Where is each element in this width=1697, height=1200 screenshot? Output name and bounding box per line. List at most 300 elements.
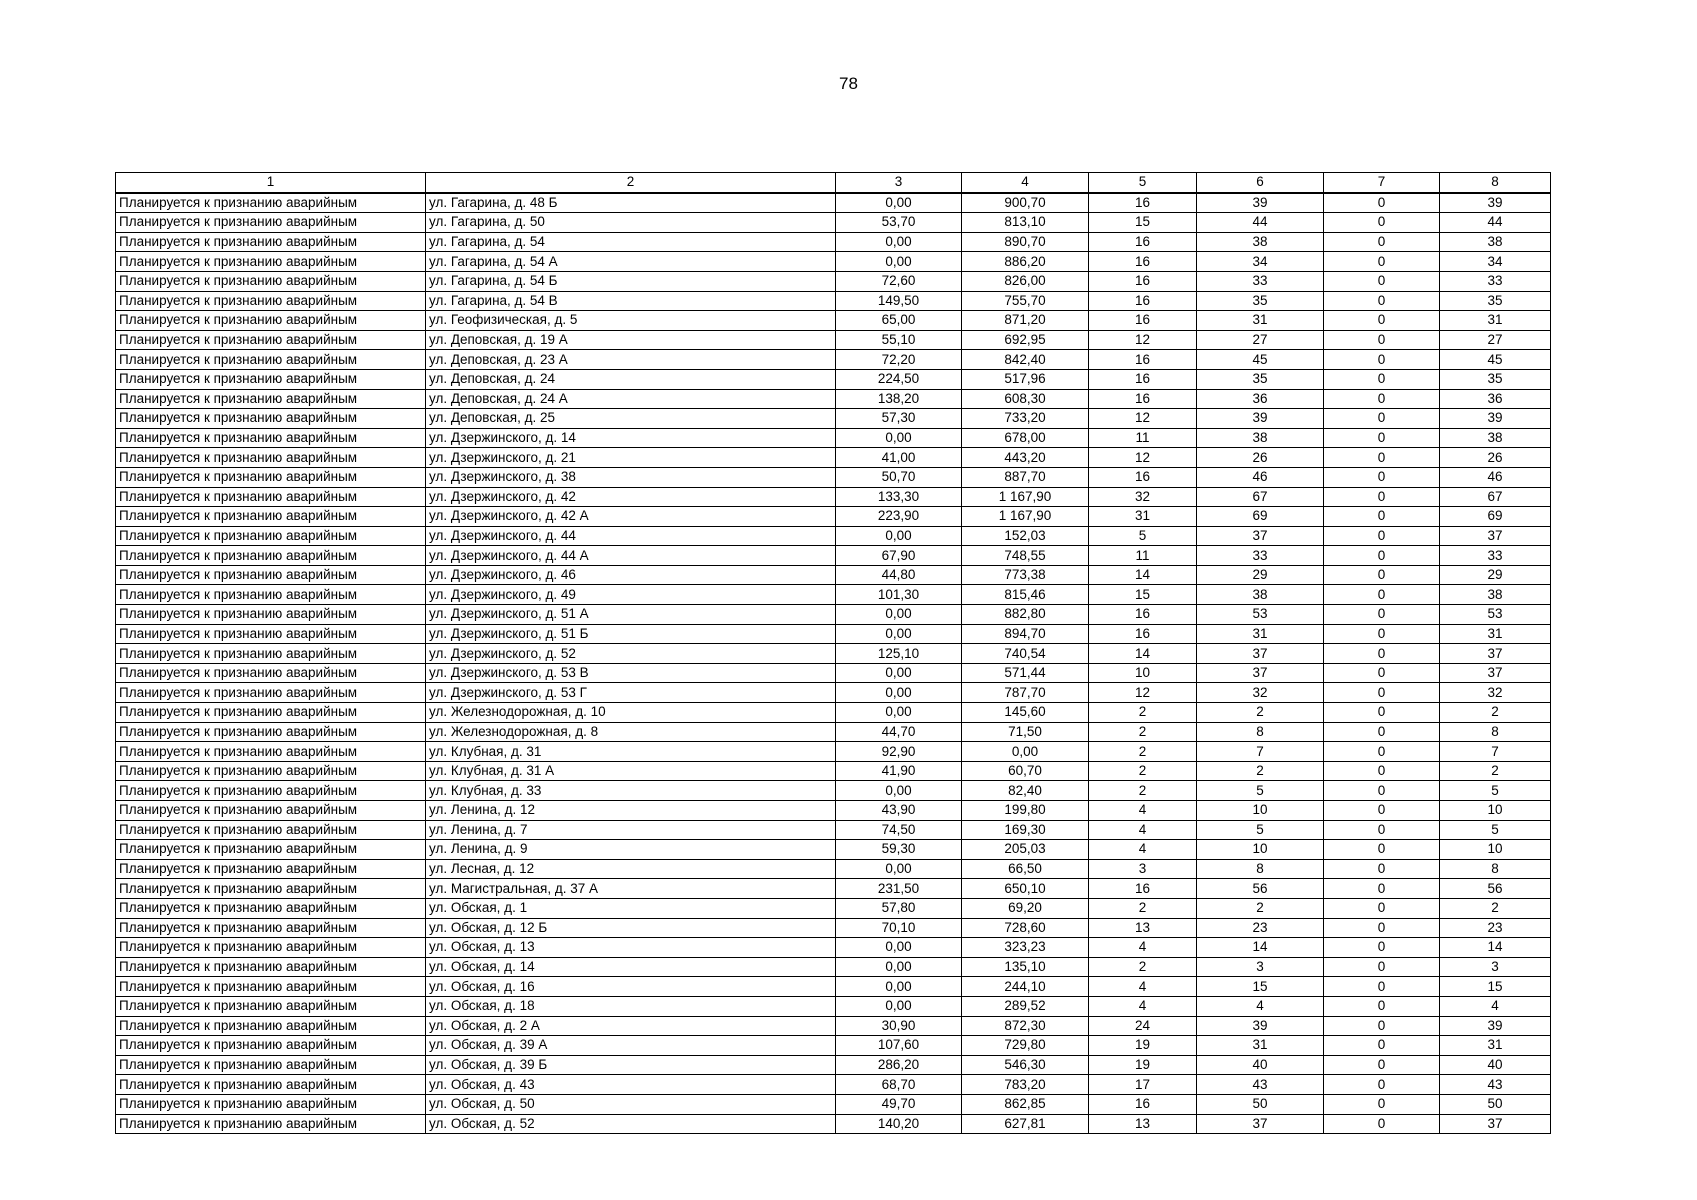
value-cell: 0 xyxy=(1324,252,1440,272)
status-cell: Планируется к признанию аварийным xyxy=(116,722,426,742)
address-cell: ул. Дзержинского, д. 51 Б xyxy=(426,624,836,644)
value-cell: 0 xyxy=(1324,761,1440,781)
value-cell: 0 xyxy=(1324,1036,1440,1056)
value-cell: 0 xyxy=(1324,663,1440,683)
value-cell: 0 xyxy=(1324,1075,1440,1095)
value-cell: 16 xyxy=(1089,311,1197,331)
value-cell: 650,10 xyxy=(962,879,1089,899)
value-cell: 5 xyxy=(1197,820,1324,840)
table-row xyxy=(116,918,1551,938)
value-cell: 4 xyxy=(1089,820,1197,840)
value-cell: 169,30 xyxy=(962,820,1089,840)
value-cell: 0 xyxy=(1324,1055,1440,1075)
value-cell: 16 xyxy=(1089,291,1197,311)
value-cell: 7 xyxy=(1197,742,1324,762)
address-cell: ул. Дзержинского, д. 38 xyxy=(426,467,836,487)
value-cell: 135,10 xyxy=(962,957,1089,977)
value-cell: 4 xyxy=(1197,996,1324,1016)
value-cell: 45 xyxy=(1197,350,1324,370)
value-cell: 39 xyxy=(1440,409,1551,429)
value-cell: 101,30 xyxy=(836,585,962,605)
table-row xyxy=(116,389,1551,409)
value-cell: 37 xyxy=(1440,1114,1551,1134)
value-cell: 0,00 xyxy=(836,996,962,1016)
address-cell: ул. Ленина, д. 7 xyxy=(426,820,836,840)
value-cell: 50,70 xyxy=(836,467,962,487)
value-cell: 871,20 xyxy=(962,311,1089,331)
value-cell: 12 xyxy=(1089,409,1197,429)
value-cell: 0 xyxy=(1324,781,1440,801)
table-row xyxy=(116,898,1551,918)
status-cell: Планируется к признанию аварийным xyxy=(116,1036,426,1056)
address-cell: ул. Обская, д. 39 Б xyxy=(426,1055,836,1075)
column-header: 7 xyxy=(1324,173,1440,193)
value-cell: 41,00 xyxy=(836,448,962,468)
status-cell: Планируется к признанию аварийным xyxy=(116,801,426,821)
value-cell: 37 xyxy=(1440,526,1551,546)
value-cell: 0 xyxy=(1324,585,1440,605)
table-row xyxy=(116,840,1551,860)
value-cell: 14 xyxy=(1197,938,1324,958)
value-cell: 0 xyxy=(1324,311,1440,331)
value-cell: 0,00 xyxy=(962,742,1089,762)
value-cell: 900,70 xyxy=(962,193,1089,213)
value-cell: 517,96 xyxy=(962,369,1089,389)
value-cell: 31 xyxy=(1440,624,1551,644)
value-cell: 40 xyxy=(1440,1055,1551,1075)
value-cell: 0 xyxy=(1324,271,1440,291)
address-cell: ул. Обская, д. 39 А xyxy=(426,1036,836,1056)
table-row xyxy=(116,605,1551,625)
value-cell: 56 xyxy=(1440,879,1551,899)
address-cell: ул. Обская, д. 1 xyxy=(426,898,836,918)
value-cell: 0 xyxy=(1324,938,1440,958)
value-cell: 11 xyxy=(1089,546,1197,566)
value-cell: 0 xyxy=(1324,918,1440,938)
address-cell: ул. Гагарина, д. 54 А xyxy=(426,252,836,272)
value-cell: 72,20 xyxy=(836,350,962,370)
value-cell: 0,00 xyxy=(836,526,962,546)
status-cell: Планируется к признанию аварийным xyxy=(116,487,426,507)
table-row xyxy=(116,585,1551,605)
status-cell: Планируется к признанию аварийным xyxy=(116,389,426,409)
value-cell: 33 xyxy=(1197,271,1324,291)
table-row xyxy=(116,683,1551,703)
value-cell: 0 xyxy=(1324,879,1440,899)
value-cell: 46 xyxy=(1197,467,1324,487)
address-cell: ул. Дзержинского, д. 46 xyxy=(426,565,836,585)
value-cell: 0 xyxy=(1324,330,1440,350)
value-cell: 44 xyxy=(1197,213,1324,233)
address-cell: ул. Деповская, д. 24 А xyxy=(426,389,836,409)
address-cell: ул. Обская, д. 2 А xyxy=(426,1016,836,1036)
value-cell: 72,60 xyxy=(836,271,962,291)
address-cell: ул. Обская, д. 43 xyxy=(426,1075,836,1095)
address-cell: ул. Гагарина, д. 48 Б xyxy=(426,193,836,213)
address-cell: ул. Магистральная, д. 37 А xyxy=(426,879,836,899)
value-cell: 56 xyxy=(1197,879,1324,899)
value-cell: 787,70 xyxy=(962,683,1089,703)
value-cell: 728,60 xyxy=(962,918,1089,938)
value-cell: 0 xyxy=(1324,1094,1440,1114)
status-cell: Планируется к признанию аварийным xyxy=(116,605,426,625)
value-cell: 2 xyxy=(1089,742,1197,762)
address-cell: ул. Деповская, д. 24 xyxy=(426,369,836,389)
value-cell: 8 xyxy=(1440,722,1551,742)
address-cell: ул. Гагарина, д. 50 xyxy=(426,213,836,233)
status-cell: Планируется к признанию аварийным xyxy=(116,859,426,879)
value-cell: 33 xyxy=(1197,546,1324,566)
status-cell: Планируется к признанию аварийным xyxy=(116,428,426,448)
value-cell: 31 xyxy=(1197,311,1324,331)
address-cell: ул. Обская, д. 13 xyxy=(426,938,836,958)
value-cell: 37 xyxy=(1197,663,1324,683)
value-cell: 0 xyxy=(1324,232,1440,252)
value-cell: 26 xyxy=(1440,448,1551,468)
value-cell: 10 xyxy=(1197,840,1324,860)
value-cell: 69,20 xyxy=(962,898,1089,918)
table-row xyxy=(116,722,1551,742)
status-cell: Планируется к признанию аварийным xyxy=(116,1016,426,1036)
value-cell: 39 xyxy=(1197,193,1324,213)
value-cell: 38 xyxy=(1440,428,1551,448)
status-cell: Планируется к признанию аварийным xyxy=(116,467,426,487)
value-cell: 125,10 xyxy=(836,644,962,664)
status-cell: Планируется к признанию аварийным xyxy=(116,624,426,644)
value-cell: 8 xyxy=(1197,859,1324,879)
value-cell: 17 xyxy=(1089,1075,1197,1095)
value-cell: 0,00 xyxy=(836,428,962,448)
value-cell: 27 xyxy=(1440,330,1551,350)
table-row xyxy=(116,213,1551,233)
table-row xyxy=(116,330,1551,350)
value-cell: 12 xyxy=(1089,330,1197,350)
value-cell: 10 xyxy=(1089,663,1197,683)
value-cell: 38 xyxy=(1440,232,1551,252)
table-row xyxy=(116,977,1551,997)
address-cell: ул. Гагарина, д. 54 В xyxy=(426,291,836,311)
value-cell: 0 xyxy=(1324,389,1440,409)
value-cell: 11 xyxy=(1089,428,1197,448)
value-cell: 205,03 xyxy=(962,840,1089,860)
value-cell: 4 xyxy=(1089,996,1197,1016)
value-cell: 3 xyxy=(1197,957,1324,977)
status-cell: Планируется к признанию аварийным xyxy=(116,291,426,311)
value-cell: 0 xyxy=(1324,605,1440,625)
address-cell: ул. Ленина, д. 9 xyxy=(426,840,836,860)
value-cell: 733,20 xyxy=(962,409,1089,429)
value-cell: 0 xyxy=(1324,703,1440,723)
status-cell: Планируется к признанию аварийным xyxy=(116,683,426,703)
address-cell: ул. Клубная, д. 31 xyxy=(426,742,836,762)
address-cell: ул. Обская, д. 52 xyxy=(426,1114,836,1134)
value-cell: 692,95 xyxy=(962,330,1089,350)
value-cell: 755,70 xyxy=(962,291,1089,311)
status-cell: Планируется к признанию аварийным xyxy=(116,918,426,938)
table-row xyxy=(116,957,1551,977)
status-cell: Планируется к признанию аварийным xyxy=(116,311,426,331)
value-cell: 16 xyxy=(1089,350,1197,370)
value-cell: 886,20 xyxy=(962,252,1089,272)
value-cell: 32 xyxy=(1089,487,1197,507)
value-cell: 31 xyxy=(1089,507,1197,527)
table-row xyxy=(116,742,1551,762)
value-cell: 19 xyxy=(1089,1036,1197,1056)
table-row xyxy=(116,193,1551,213)
value-cell: 0 xyxy=(1324,428,1440,448)
value-cell: 0 xyxy=(1324,448,1440,468)
value-cell: 16 xyxy=(1089,879,1197,899)
value-cell: 67 xyxy=(1197,487,1324,507)
value-cell: 32 xyxy=(1440,683,1551,703)
value-cell: 39 xyxy=(1440,193,1551,213)
value-cell: 0 xyxy=(1324,507,1440,527)
address-cell: ул. Гагарина, д. 54 Б xyxy=(426,271,836,291)
value-cell: 35 xyxy=(1440,291,1551,311)
status-cell: Планируется к признанию аварийным xyxy=(116,369,426,389)
value-cell: 145,60 xyxy=(962,703,1089,723)
value-cell: 826,00 xyxy=(962,271,1089,291)
value-cell: 231,50 xyxy=(836,879,962,899)
table-row xyxy=(116,1036,1551,1056)
address-cell: ул. Обская, д. 18 xyxy=(426,996,836,1016)
value-cell: 3 xyxy=(1089,859,1197,879)
value-cell: 0,00 xyxy=(836,938,962,958)
status-cell: Планируется к признанию аварийным xyxy=(116,1075,426,1095)
value-cell: 33 xyxy=(1440,271,1551,291)
value-cell: 43,90 xyxy=(836,801,962,821)
value-cell: 15 xyxy=(1197,977,1324,997)
housing-table xyxy=(115,172,1551,1134)
value-cell: 23 xyxy=(1197,918,1324,938)
value-cell: 0,00 xyxy=(836,193,962,213)
value-cell: 29 xyxy=(1197,565,1324,585)
table-row xyxy=(116,448,1551,468)
value-cell: 1 167,90 xyxy=(962,487,1089,507)
value-cell: 887,70 xyxy=(962,467,1089,487)
value-cell: 45 xyxy=(1440,350,1551,370)
table-row xyxy=(116,252,1551,272)
column-header: 2 xyxy=(426,173,836,193)
column-header: 5 xyxy=(1089,173,1197,193)
value-cell: 70,10 xyxy=(836,918,962,938)
value-cell: 0,00 xyxy=(836,703,962,723)
value-cell: 8 xyxy=(1197,722,1324,742)
status-cell: Планируется к признанию аварийным xyxy=(116,213,426,233)
table-row xyxy=(116,232,1551,252)
value-cell: 14 xyxy=(1089,644,1197,664)
value-cell: 10 xyxy=(1197,801,1324,821)
table-row xyxy=(116,350,1551,370)
address-cell: ул. Железнодорожная, д. 10 xyxy=(426,703,836,723)
status-cell: Планируется к признанию аварийным xyxy=(116,938,426,958)
value-cell: 53,70 xyxy=(836,213,962,233)
table-row xyxy=(116,311,1551,331)
value-cell: 4 xyxy=(1089,801,1197,821)
value-cell: 2 xyxy=(1089,703,1197,723)
value-cell: 0,00 xyxy=(836,624,962,644)
value-cell: 138,20 xyxy=(836,389,962,409)
status-cell: Планируется к признанию аварийным xyxy=(116,1114,426,1134)
value-cell: 740,54 xyxy=(962,644,1089,664)
value-cell: 13 xyxy=(1089,918,1197,938)
table-row xyxy=(116,761,1551,781)
status-cell: Планируется к признанию аварийным xyxy=(116,820,426,840)
value-cell: 0 xyxy=(1324,820,1440,840)
table-row xyxy=(116,369,1551,389)
value-cell: 16 xyxy=(1089,605,1197,625)
value-cell: 748,55 xyxy=(962,546,1089,566)
value-cell: 67 xyxy=(1440,487,1551,507)
value-cell: 50 xyxy=(1440,1094,1551,1114)
status-cell: Планируется к признанию аварийным xyxy=(116,252,426,272)
value-cell: 32 xyxy=(1197,683,1324,703)
table-row xyxy=(116,428,1551,448)
value-cell: 13 xyxy=(1089,1114,1197,1134)
value-cell: 443,20 xyxy=(962,448,1089,468)
page-number: 78 xyxy=(839,74,858,93)
column-header: 1 xyxy=(116,173,426,193)
value-cell: 74,50 xyxy=(836,820,962,840)
value-cell: 16 xyxy=(1089,389,1197,409)
table-row xyxy=(116,624,1551,644)
value-cell: 10 xyxy=(1440,840,1551,860)
value-cell: 57,80 xyxy=(836,898,962,918)
value-cell: 55,10 xyxy=(836,330,962,350)
value-cell: 38 xyxy=(1197,585,1324,605)
status-cell: Планируется к признанию аварийным xyxy=(116,742,426,762)
value-cell: 43 xyxy=(1440,1075,1551,1095)
value-cell: 0 xyxy=(1324,840,1440,860)
value-cell: 31 xyxy=(1440,1036,1551,1056)
value-cell: 289,52 xyxy=(962,996,1089,1016)
value-cell: 16 xyxy=(1089,232,1197,252)
value-cell: 2 xyxy=(1089,722,1197,742)
address-cell: ул. Дзержинского, д. 49 xyxy=(426,585,836,605)
value-cell: 773,38 xyxy=(962,565,1089,585)
value-cell: 2 xyxy=(1089,781,1197,801)
value-cell: 133,30 xyxy=(836,487,962,507)
address-cell: ул. Ленина, д. 12 xyxy=(426,801,836,821)
address-cell: ул. Обская, д. 14 xyxy=(426,957,836,977)
value-cell: 10 xyxy=(1440,801,1551,821)
value-cell: 53 xyxy=(1440,605,1551,625)
value-cell: 35 xyxy=(1197,291,1324,311)
status-cell: Планируется к признанию аварийным xyxy=(116,840,426,860)
table-row xyxy=(116,781,1551,801)
value-cell: 627,81 xyxy=(962,1114,1089,1134)
table-row xyxy=(116,507,1551,527)
value-cell: 43 xyxy=(1197,1075,1324,1095)
value-cell: 14 xyxy=(1440,938,1551,958)
value-cell: 2 xyxy=(1197,898,1324,918)
address-cell: ул. Дзержинского, д. 53 В xyxy=(426,663,836,683)
table-body xyxy=(116,193,1551,1134)
value-cell: 2 xyxy=(1089,898,1197,918)
table-row xyxy=(116,859,1551,879)
value-cell: 16 xyxy=(1089,467,1197,487)
value-cell: 35 xyxy=(1440,369,1551,389)
value-cell: 0 xyxy=(1324,1114,1440,1134)
value-cell: 4 xyxy=(1089,840,1197,860)
value-cell: 15 xyxy=(1089,585,1197,605)
value-cell: 0 xyxy=(1324,644,1440,664)
address-cell: ул. Дзержинского, д. 51 А xyxy=(426,605,836,625)
value-cell: 5 xyxy=(1440,781,1551,801)
value-cell: 3 xyxy=(1440,957,1551,977)
value-cell: 0 xyxy=(1324,487,1440,507)
value-cell: 38 xyxy=(1197,232,1324,252)
column-header: 8 xyxy=(1440,173,1551,193)
status-cell: Планируется к признанию аварийным xyxy=(116,507,426,527)
value-cell: 894,70 xyxy=(962,624,1089,644)
value-cell: 37 xyxy=(1440,644,1551,664)
address-cell: ул. Дзержинского, д. 42 xyxy=(426,487,836,507)
status-cell: Планируется к признанию аварийным xyxy=(116,761,426,781)
value-cell: 49,70 xyxy=(836,1094,962,1114)
value-cell: 0,00 xyxy=(836,977,962,997)
status-cell: Планируется к признанию аварийным xyxy=(116,1094,426,1114)
value-cell: 46 xyxy=(1440,467,1551,487)
value-cell: 57,30 xyxy=(836,409,962,429)
value-cell: 0,00 xyxy=(836,859,962,879)
value-cell: 31 xyxy=(1197,624,1324,644)
address-cell: ул. Дзержинского, д. 52 xyxy=(426,644,836,664)
value-cell: 0,00 xyxy=(836,252,962,272)
value-cell: 0,00 xyxy=(836,605,962,625)
value-cell: 16 xyxy=(1089,624,1197,644)
status-cell: Планируется к признанию аварийным xyxy=(116,232,426,252)
value-cell: 0 xyxy=(1324,957,1440,977)
value-cell: 8 xyxy=(1440,859,1551,879)
value-cell: 0 xyxy=(1324,859,1440,879)
status-cell: Планируется к признанию аварийным xyxy=(116,546,426,566)
table-row xyxy=(116,644,1551,664)
address-cell: ул. Дзержинского, д. 44 xyxy=(426,526,836,546)
value-cell: 872,30 xyxy=(962,1016,1089,1036)
value-cell: 37 xyxy=(1197,526,1324,546)
column-header: 4 xyxy=(962,173,1089,193)
status-cell: Планируется к признанию аварийным xyxy=(116,663,426,683)
value-cell: 0 xyxy=(1324,467,1440,487)
value-cell: 4 xyxy=(1089,938,1197,958)
status-cell: Планируется к признанию аварийным xyxy=(116,1055,426,1075)
value-cell: 0 xyxy=(1324,977,1440,997)
status-cell: Планируется к признанию аварийным xyxy=(116,957,426,977)
value-cell: 199,80 xyxy=(962,801,1089,821)
status-cell: Планируется к признанию аварийным xyxy=(116,526,426,546)
value-cell: 29 xyxy=(1440,565,1551,585)
value-cell: 24 xyxy=(1089,1016,1197,1036)
status-cell: Планируется к признанию аварийным xyxy=(116,879,426,899)
value-cell: 0 xyxy=(1324,683,1440,703)
value-cell: 842,40 xyxy=(962,350,1089,370)
value-cell: 2 xyxy=(1197,761,1324,781)
value-cell: 2 xyxy=(1440,703,1551,723)
value-cell: 68,70 xyxy=(836,1075,962,1095)
value-cell: 0 xyxy=(1324,801,1440,821)
value-cell: 223,90 xyxy=(836,507,962,527)
status-cell: Планируется к признанию аварийным xyxy=(116,193,426,213)
value-cell: 50 xyxy=(1197,1094,1324,1114)
value-cell: 813,10 xyxy=(962,213,1089,233)
value-cell: 783,20 xyxy=(962,1075,1089,1095)
address-cell: ул. Обская, д. 16 xyxy=(426,977,836,997)
status-cell: Планируется к признанию аварийным xyxy=(116,330,426,350)
value-cell: 5 xyxy=(1197,781,1324,801)
value-cell: 69 xyxy=(1197,507,1324,527)
address-cell: ул. Железнодорожная, д. 8 xyxy=(426,722,836,742)
